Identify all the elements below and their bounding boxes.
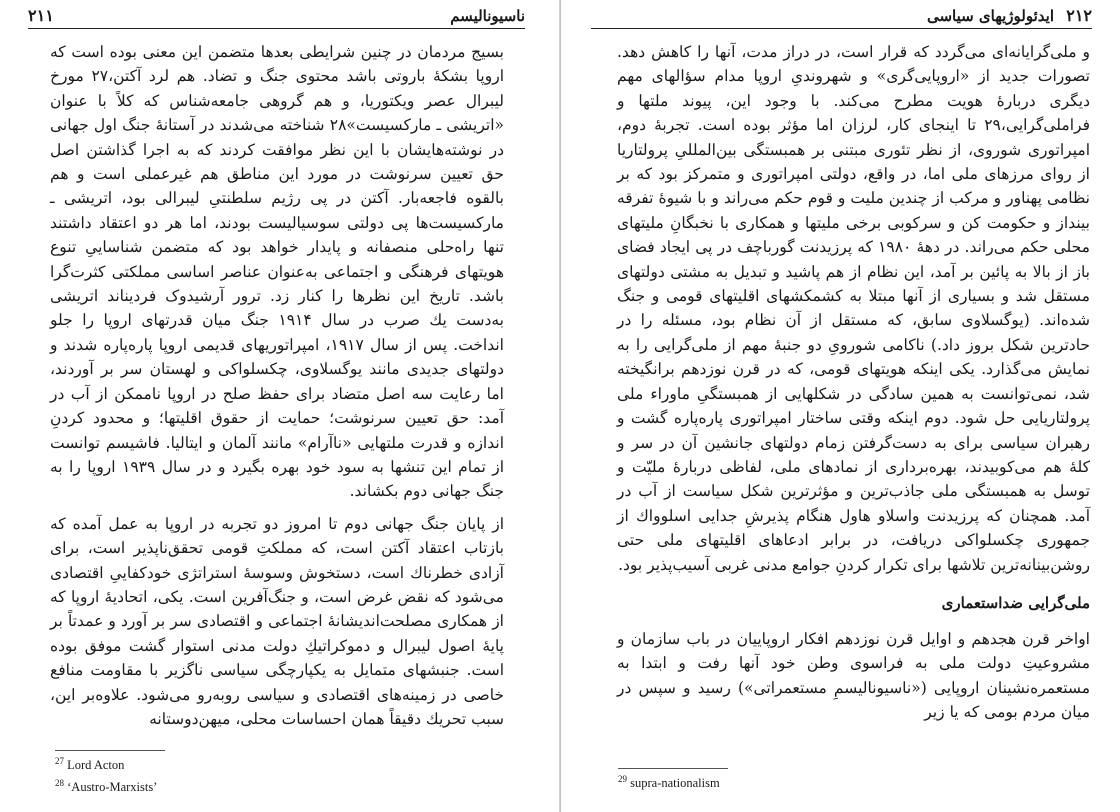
right-page-number: ۲۱۲	[1066, 6, 1092, 25]
footnote-29: $^{29}$ supra-nationalism	[618, 774, 720, 791]
right-page	[561, 0, 1120, 812]
right-paragraph-1: و ملی‌گرایانه‌ای می‌گردد که قرار است، در دراز مدت، آنها را کاهش دهد. تصورات جدید از «اروپایی‌گری» و شهروندیِ اروپا مدام سؤالهای مهم دیگری دربارهٔ هویت مطرح می‌کند. با وجود این، پیوند ملتها و فراملی‌گرایی،۲۹ تا اینجای کار، لرزان اما مؤثر بوده است. تجربهٔ دوم، امپراتوری شوروی، از نظر تئوری مبتنی بر همبستگی بین‌المللیِ پرولتاریا از روای مرزهای ملی اما، در واقع، دولتی امپراتوری و متمرکز بود که بر نظامی پهناور و مرکب از چندین ملیت و قوم حکم می‌راند و با شیوهٔ تفرقه بینداز و حکومت کن و سرکوبی برخی ملیتها و همکاری با نخبگانِ ملیتهای محلی حکم می‌راند. در دههٔ ۱۹۸۰ که پرزیدنت گورباچف در پی ایجاد فضای باز از بالا به پائین بر آمد، این نظام از هم پاشید و تبدیل به مشتی دولتهای مستقل شد و بسیاری از آنها مبتلا به کشمکشهای اقلیتهای قومی و جنگ شده‌اند. (یوگسلاوی سابق، که مستقل از آن نظام بود، مسئله را در حادترین شکل بروز داد.) ناکامی شورویِ دو جنبهٔ مهم از ملی‌گرایی را به نمایش می‌گذارد. یکی اینکه هویتهای قومی، که در قرن نوزدهم برانگیخته شد، نمی‌توانست به همین سادگی در شکلهایی از همبستگیِ ماوراء ملی پرولتاریایی حل شود. دوم اینکه وقتی ساختار امپراتوری پاره‌پاره گشت و رهبران سیاسی برای به دست‌گرفتن زمام دولتهای جانشین آن در سر و کلهٔ هم می‌کوبیدند، بهره‌برداری از نمادهای ملی، لفاظی دربارهٔ ملیّت و توسل به همبستگی ملی جاذب‌ترین و مؤثرترین شکل سیاست از آب در آمد. همچنان که پرزیدنت واسلاو هاول هنگام پذیرشِ جدایی اسلوواك از جمهوری چکسلواکی دریافت، در برابر ادعاهای اقلیتهای ملی حتی روشن‌بینانه‌ترین تلاشها برای تکرار کردنِ جوامع مدنی غربی آسیب‌پذیر بود.	[617, 43, 1090, 574]
right-footnotes	[618, 770, 720, 792]
right-running-title: ایدئولوژیهای سیاسی	[926, 7, 1054, 25]
left-page	[0, 0, 559, 812]
right-section-paragraph-1: اواخر قرن هجدهم و اوایل قرن نوزدهم افکار اروپاییان در باب سازمان و مشروعیتِ دولت ملی به فراسوی وطن خود آنها رفت و ابتدا به مستعمره‌نشینان اروپایی («ناسیونالیسمِ مستعمراتی») رسید و سپس در میان مردم بومی که یا زیر	[617, 629, 1090, 722]
right-page-header	[591, 6, 1092, 26]
footnote-28: $^{28}$ ‘Austro-Marxists’	[55, 778, 158, 795]
right-header-rule	[591, 28, 1092, 29]
left-page-number: ۲۱۱	[28, 6, 54, 25]
left-header-rule	[28, 28, 525, 29]
left-paragraph-1: بسیج مردمان در چنین شرایطی بعدها متضمن این معنی بوده است که اروپا بشکهٔ باروتی باشد محتوی جنگ و تضاد. هم لرد آکتن،۲۷ مورخ لیبرال عصر ویکتوریا، و هم گروهی جامعه‌شناس که کلاً با عنوان «اتریشی ـ مارکسیست»۲۸ شناخته می‌شدند در آستانهٔ جنگ اول جهانی در نوشته‌هایشان با این نظر موافقت کردند که به اجرا گذاشتن اصل حق تعیین سرنوشت در مورد این مناطق هم غیرعملی است و هم بالقوه فاجعه‌بار. آکتن در پی رژیم سلطنتیِ لیبرالی بود، اتریشی ـ مارکسیست‌ها پی دولتی سوسیالیست بودند، اما هر دو اعتقاد داشتند تنها راه‌حلی منصفانه و پایدار خواهد بود که متضمن شناساییِ تنوع هویتهای فرهنگی و اجتماعی به‌عنوان عناصر اساسی مملکتی کثرت‌گرا باشد. تاریخ این نظرها را کنار زد. ترور آرشیدوک فردیناند اتریشی به‌دست یك صرب در سال ۱۹۱۴ جنگ میان قدرتهای اروپا را جلو انداخت. پس از سال ۱۹۱۷، امپراتوریهای قدیمی اروپا پاره‌پاره شدند و دولتهای جدیدی مانند یوگسلاوی، چکسلواکی و لهستان سر بر آوردند، اما رعایت سه اصل متضاد برای حفظ صلح در اروپا ناممکن از آب در آمد: حق تعیین سرنوشت؛ حمایت از حقوق اقلیتها؛ و محدود کردنِ اندازه و قدرت ملتهایی «ناآرام» مانند آلمان و ایتالیا. فاشیسم توانست از تمام این تنشها به سود خود بهره بگیرد و در سال ۱۹۳۹ اروپا را به جنگ جهانی دوم بکشاند.	[50, 43, 505, 501]
section-heading: ملی‌گرایی ضداستعماری	[941, 593, 1090, 612]
left-running-title: ناسیونالیسم	[450, 7, 525, 25]
left-page-header	[28, 6, 525, 26]
left-footnotes	[55, 752, 157, 796]
right-page-body	[617, 40, 1090, 733]
left-paragraph-2: از پایان جنگ جهانی دوم تا امروز دو تجربه در اروپا به عمل آمده که بازتاب اعتقاد آکتن است، که مملکتِ قومی تحقق‌ناپذیر است، برای آزادی خطرناك است، دستخوش وسوسهٔ استراتژی خودکفاییِ اقتصادی می‌شود که نقض غرض است، و جنگ‌آفرین است. یکی، اتحادیهٔ اروپا که از همکاری مصلحت‌اندیشانهٔ اجتماعی و اقتصادی سر بر آورد و عمدتاً بر پایهٔ اصول لیبرال و دموکراتیكِ دولت مدنی استوار گشت موفق بوده است. جنبشهای متمایل به یکپارچگی سیاسی ناگزیر با مقاومت منافع خاصی در زمینه‌های اقتصادی و سیاسی روبه‌رو می‌شود. علاوه‌بر این، سبب تحریك دقیقاً همان احساسات محلی، میهن‌دوستانه	[50, 514, 504, 728]
left-footnote-rule	[55, 750, 165, 751]
left-page-body	[50, 40, 504, 739]
right-footnote-rule	[618, 768, 728, 769]
footnote-27: $^{27}$ Lord Acton	[55, 756, 125, 773]
